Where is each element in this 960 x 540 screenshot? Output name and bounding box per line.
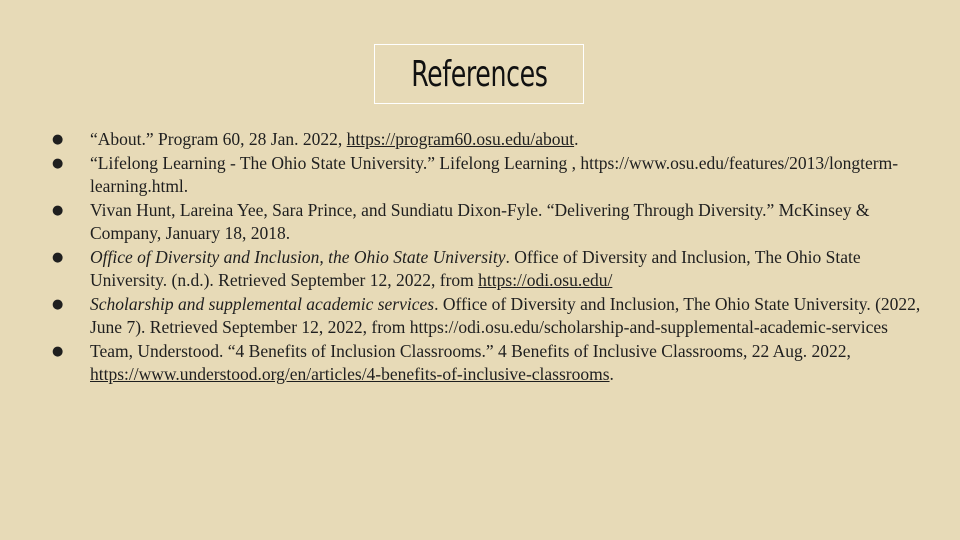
reference-title-italic: Scholarship and supplemental academic services: [90, 293, 435, 314]
slide-title: References: [410, 53, 548, 95]
reference-text: .: [574, 129, 579, 149]
reference-text: “Lifelong Learning - The Ohio State University.” Lifelong Learning , https://www.osu.edu/features/2013/longterm-learning.html.: [90, 152, 899, 196]
reference-link[interactable]: https://odi.osu.edu/: [478, 270, 613, 290]
reference-item: [52, 128, 927, 152]
reference-text: “About.” Program 60, 28 Jan. 2022,: [90, 129, 347, 149]
bullet-icon: ●: [52, 296, 64, 312]
reference-text: Vivan Hunt, Lareina Yee, Sara Prince, and Sundiatu Dixon-Fyle. “Delivering Through Diversity.” McKinsey & Company, January 18, 2018.: [90, 199, 870, 243]
reference-item: [52, 199, 927, 246]
bullet-icon: ●: [52, 155, 64, 171]
reference-link[interactable]: https://program60.osu.edu/about: [346, 129, 575, 149]
bullet-icon: ●: [52, 249, 64, 265]
reference-link[interactable]: https://www.understood.org/en/articles/4-benefits-of-inclusive-classrooms: [90, 364, 610, 384]
reference-item: [52, 293, 927, 340]
bullet-icon: ●: [52, 202, 64, 218]
references-list: [52, 128, 927, 387]
bullet-icon: ●: [52, 132, 64, 147]
reference-item: [52, 246, 927, 293]
reference-text: . Office of Diversity and Inclusion, The Ohio State University. (n.d.). Retrieved September 12, 2022, from: [90, 246, 861, 290]
reference-text: .: [609, 364, 614, 384]
reference-item: [52, 340, 927, 387]
reference-item: [52, 152, 927, 199]
reference-title-italic: Office of Diversity and Inclusion, the Ohio State University: [90, 246, 506, 267]
bullet-icon: ●: [52, 343, 64, 359]
reference-text: . Office of Diversity and Inclusion, The Ohio State University. (2022, June 7). Retrieved September 12, 2022, from https://odi.osu.edu/scholarship-and-supplemental-academic-services: [90, 293, 921, 337]
title-box: [374, 44, 584, 104]
reference-text: Team, Understood. “4 Benefits of Inclusion Classrooms.” 4 Benefits of Inclusive Classrooms, 22 Aug. 2022,: [90, 340, 851, 361]
